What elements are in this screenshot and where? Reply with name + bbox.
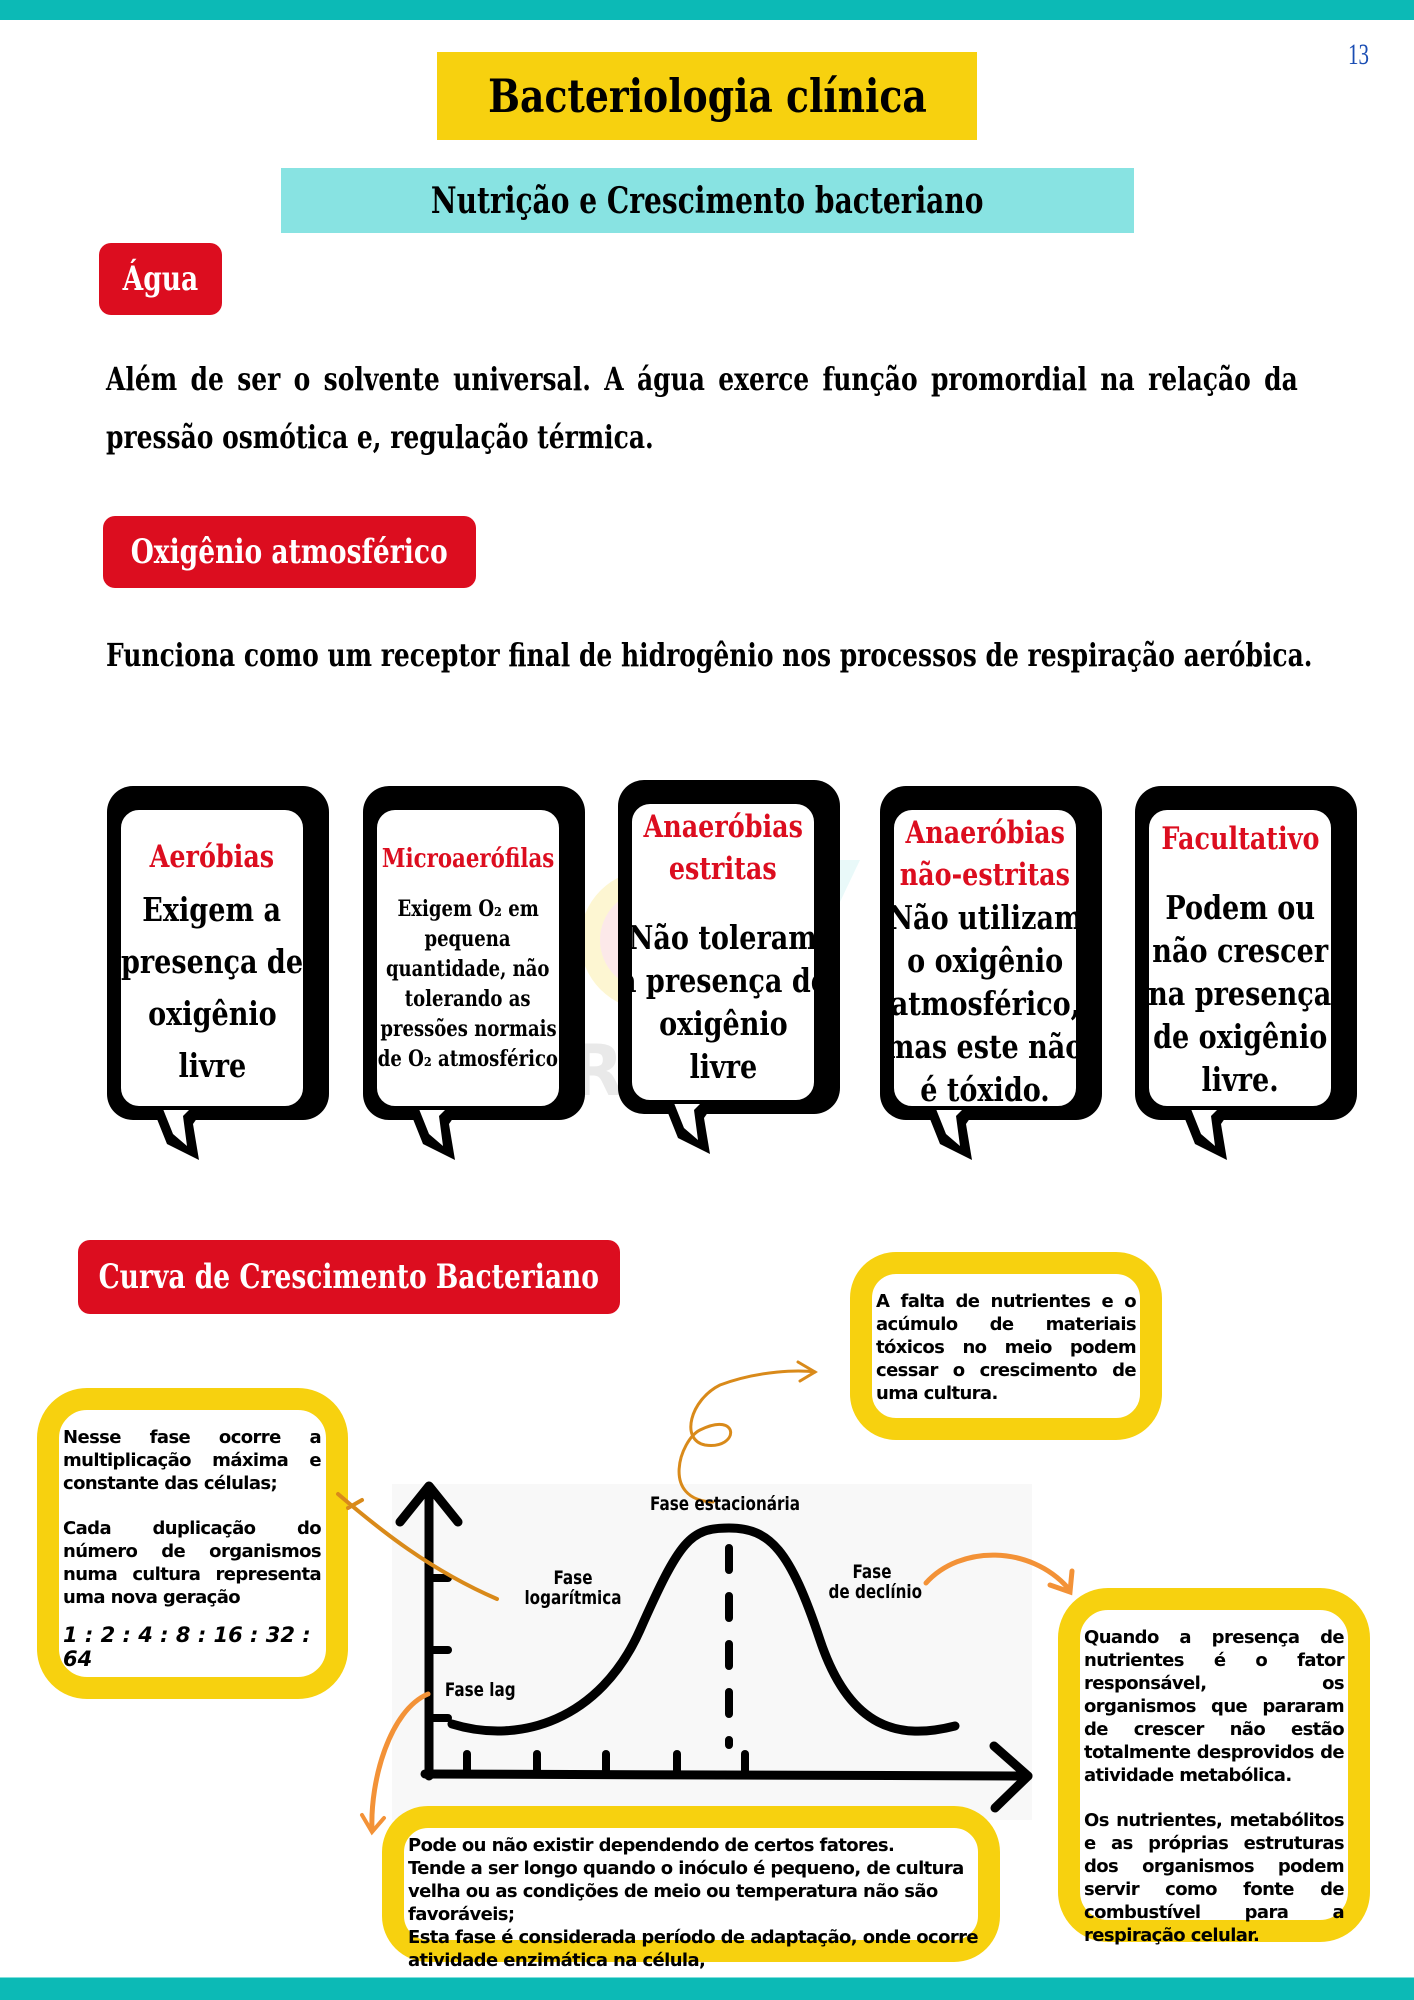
note-log-phase-text-1: Nesse fase ocorre a multiplicação máxima e constante das células;	[63, 1427, 321, 1494]
bubble-title: não-estritas	[899, 857, 1071, 893]
bubble-title: Aeróbias	[149, 839, 275, 875]
growth-curve-diagram	[392, 1484, 1032, 1820]
speech-tail-icon	[147, 1104, 217, 1160]
bubble-title: Anaeróbias	[905, 815, 1065, 851]
section-heading-oxigenio-text: Oxigênio atmosférico	[131, 532, 448, 572]
note-lag-phase-line-2: Tende a ser longo quando o inóculo é pequeno, de cultura velha ou as condições de meio ou temperatura não são favoráveis;	[408, 1858, 964, 1925]
bubble-body-line: a presença de	[618, 961, 828, 1000]
bubble-title: Facultativo	[1160, 821, 1320, 857]
oxigenio-paragraph	[106, 626, 1312, 684]
bubble-body-line: o oxigênio	[906, 941, 1064, 980]
note-lag-phase-line-3: Esta fase é considerada período de adaptação, onde ocorre atividade enzimática na célula,	[408, 1927, 979, 1971]
speech-tail-icon	[1175, 1104, 1245, 1160]
bubble-microaerofilas	[363, 786, 587, 1156]
agua-line-2: pressão osmótica e, regulação térmica.	[106, 418, 654, 456]
bottom-color-band	[0, 1977, 1414, 2000]
section-heading-agua-text: Água	[122, 259, 199, 299]
bubble-body-line: pressões normais	[379, 1016, 557, 1042]
bubble-body-line: Não utilizam	[887, 898, 1083, 937]
bubble-body-line: não crescer	[1152, 931, 1328, 970]
bubble-facultativo	[1135, 786, 1359, 1156]
page-title	[437, 52, 977, 140]
bubble-body-line: na presença	[1148, 974, 1332, 1013]
page-number: 13	[1348, 38, 1369, 71]
top-color-band	[0, 0, 1414, 20]
section-heading-growth-curve-text: Curva de Crescimento Bacteriano	[98, 1257, 600, 1297]
note-stationary-phase	[850, 1252, 1162, 1440]
note-stationary-phase-text: A falta de nutrientes e o acúmulo de materiais tóxicos no meio podem cessar o crescimento de uma cultura.	[876, 1291, 1136, 1404]
speech-tail-icon	[658, 1098, 728, 1154]
bubble-body-line: de oxigênio	[1152, 1017, 1328, 1056]
bubble-title: Microaerófilas	[381, 844, 555, 874]
bubble-body-line: Exigem O₂ em	[397, 896, 539, 922]
bubble-body-line: presença de	[120, 942, 304, 981]
oxigenio-text: Funciona como um receptor final de hidrogênio nos processos de respiração aeróbica.	[106, 636, 1313, 674]
bubble-body-line: Exigem a	[142, 890, 282, 929]
bubble-body-line: pequena	[424, 926, 512, 952]
bubble-title: Anaeróbias	[643, 809, 803, 845]
note-lag-phase-line-1: Pode ou não existir dependendo de certos fatores.	[408, 1835, 895, 1856]
bubble-body-line: de O₂ atmosférico	[377, 1046, 559, 1072]
bubble-body-line: atmosférico,	[890, 984, 1080, 1023]
bubble-aerobias	[107, 786, 331, 1156]
bubble-title: estritas	[669, 851, 777, 887]
bubble-body-line: quantidade, não	[386, 956, 550, 982]
note-decline-phase-text-2: Os nutrientes, metabólitos e as próprias estruturas dos organismos podem servir como fonte de combustível para a respiração celular.	[1084, 1810, 1344, 1946]
page-title-text: Bacteriologia clínica	[487, 69, 927, 123]
agua-paragraph	[106, 350, 1298, 466]
note-lag-phase	[382, 1806, 1000, 1971]
speech-tail-icon	[920, 1104, 990, 1160]
bubble-body-line: oxigênio	[147, 994, 277, 1033]
label-log-phase-2: logarítmica	[524, 1587, 622, 1609]
speech-tail-icon	[403, 1104, 473, 1160]
label-stationary-phase: Fase estacionária	[650, 1493, 800, 1515]
page-subtitle	[281, 168, 1134, 233]
page-subtitle-text: Nutrição e Crescimento bacteriano	[431, 179, 984, 222]
bubble-anaerobias-nao-estritas	[880, 786, 1104, 1156]
label-lag-phase: Fase lag	[444, 1679, 516, 1701]
note-log-phase-text-2: Cada duplicação do número de organismos numa cultura representa uma nova geração	[63, 1518, 321, 1608]
bubble-body-line: mas este não	[886, 1027, 1084, 1066]
note-decline-phase	[1058, 1588, 1370, 1946]
bubble-body-line: oxigênio	[658, 1004, 788, 1043]
bubble-anaerobias-estritas	[618, 780, 842, 1150]
section-heading-growth-curve	[78, 1240, 620, 1314]
bubble-body-line: Não toleram	[628, 918, 818, 957]
bubble-body-line: é tóxido.	[920, 1070, 1050, 1109]
agua-line-1: Além de ser o solvente universal. A água exerce função promordial na relação da	[106, 360, 1298, 398]
bubble-body-line: livre	[689, 1047, 757, 1086]
label-log-phase-1: Fase	[553, 1567, 593, 1589]
label-decline-phase-2: de declínio	[828, 1581, 923, 1603]
section-heading-agua	[99, 243, 222, 315]
bubble-body-line: livre	[178, 1046, 246, 1085]
note-log-phase	[37, 1388, 348, 1699]
label-decline-phase-1: Fase	[852, 1561, 892, 1583]
svg-text:R O: R	[570, 1030, 624, 1110]
note-decline-phase-text-1: Quando a presença de nutrientes é o fator responsável, os organismos que pararam de crescer não estão totalmente desprovidos de atividade metabólica.	[1084, 1627, 1344, 1786]
bubble-body-line: Podem ou	[1165, 888, 1315, 927]
generation-ratio: 1 : 2 : 4 : 8 : 16 : 32 : 64	[63, 1623, 311, 1671]
bubble-body-line: tolerando as	[405, 986, 531, 1012]
section-heading-oxigenio	[103, 516, 476, 588]
bubble-body-line: livre.	[1201, 1060, 1279, 1099]
